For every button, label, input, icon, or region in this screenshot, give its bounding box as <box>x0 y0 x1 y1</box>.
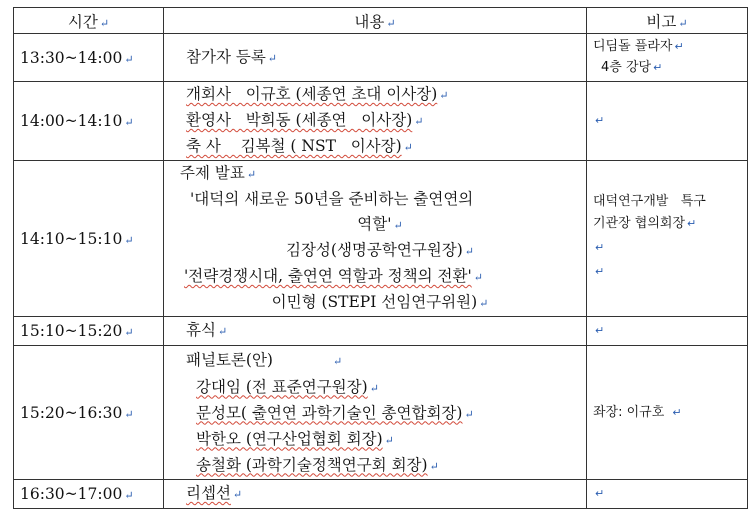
table-row <box>14 317 748 346</box>
header-row <box>14 8 748 34</box>
return-mark-icon: ↵ <box>267 51 278 65</box>
table-row <box>14 161 748 317</box>
return-mark-icon: ↵ <box>439 89 449 102</box>
return-mark-icon: ↵ <box>464 407 474 421</box>
return-mark-icon: ↵ <box>246 168 257 181</box>
return-mark-icon: ↵ <box>369 381 379 395</box>
return-mark-icon: ↵ <box>124 326 134 339</box>
return-mark-icon: ↵ <box>595 241 605 254</box>
return-mark-icon: ↵ <box>403 141 413 154</box>
table-row <box>14 82 748 161</box>
schedule-table <box>13 7 748 509</box>
return-mark-icon: ↵ <box>479 297 489 310</box>
header-note: 비고 ↵ <box>587 8 748 34</box>
return-mark-icon: ↵ <box>473 271 483 284</box>
return-mark-icon: ↵ <box>124 407 134 421</box>
return-mark-icon: ↵ <box>595 114 605 127</box>
time-cell: 13:30~14:00 ↵ <box>14 34 164 82</box>
time-cell: 16:30~17:00 ↵ <box>14 480 164 509</box>
return-mark-icon: ↵ <box>232 488 243 501</box>
table-row <box>14 34 748 82</box>
table-row <box>14 480 748 509</box>
return-mark-icon: ↵ <box>124 116 134 129</box>
return-mark-icon: ↵ <box>414 115 424 128</box>
note-cell <box>587 317 748 346</box>
return-mark-icon: ↵ <box>332 354 343 368</box>
return-mark-icon: ↵ <box>429 459 439 473</box>
time-cell: 14:00~14:10 ↵ <box>14 82 164 161</box>
table-row <box>14 346 748 480</box>
content-cell: 리셉션 ↵ <box>164 480 587 509</box>
note-cell <box>587 480 748 509</box>
content-cell: 개회사 이규호 (세종연 초대 이사장) ↵ 환영사 박희동 (세종연 이사장) ↵ 축 사 김복철 ( NST 이사장) ↵ <box>164 82 587 161</box>
note-cell: 대덕연구개발 특구 기관장 협의회장 ↵ ↵ ↵ <box>587 161 748 317</box>
return-mark-icon: ↵ <box>99 16 110 30</box>
return-mark-icon: ↵ <box>595 487 605 500</box>
note-cell: 디딤돌 플라자 ↵ 4층 강당 ↵ <box>587 34 748 82</box>
return-mark-icon: ↵ <box>393 219 403 232</box>
header-content: 내용 ↵ <box>164 8 587 34</box>
header-time: 시간 ↵ <box>14 8 164 34</box>
return-mark-icon: ↵ <box>384 433 394 447</box>
return-mark-icon: ↵ <box>678 16 688 30</box>
return-mark-icon: ↵ <box>674 40 684 53</box>
return-mark-icon: ↵ <box>124 52 134 66</box>
return-mark-icon: ↵ <box>653 61 663 74</box>
return-mark-icon: ↵ <box>464 245 475 258</box>
return-mark-icon: ↵ <box>595 265 605 278</box>
return-mark-icon: ↵ <box>124 233 134 247</box>
content-cell: 주제 발표 ↵ '대덕의 새로운 50년을 준비하는 출연연의 역할' ↵ 김장성(생명공학연구원장) ↵ '전략경쟁시대, 출연연 역할과 정책의 전환' ↵ 이민형 (STEPI 선임연구위원) ↵ <box>164 161 587 317</box>
return-mark-icon: ↵ <box>595 324 605 337</box>
return-mark-icon: ↵ <box>672 405 682 419</box>
return-mark-icon: ↵ <box>687 217 697 230</box>
note-cell: 좌장: 이규호 ↵ <box>587 346 748 480</box>
content-cell: 패널토론(안) ↵ 강대임 (전 표준연구원장) ↵ 문성모( 출연연 과학기술인 총연합회장) ↵ 박한오 (연구산업협회 회장) ↵ 송철화 (과학기술정책연구회 회장) ↵ <box>164 346 587 480</box>
time-cell: 14:10~15:10 ↵ <box>14 161 164 317</box>
content-cell: 참가자 등록 ↵ <box>164 34 587 82</box>
return-mark-icon: ↵ <box>124 489 134 502</box>
return-mark-icon: ↵ <box>217 325 228 338</box>
content-cell: 휴식 ↵ <box>164 317 587 346</box>
note-cell <box>587 82 748 161</box>
time-cell: 15:20~16:30 ↵ <box>14 346 164 480</box>
time-cell: 15:10~15:20 ↵ <box>14 317 164 346</box>
return-mark-icon: ↵ <box>386 16 396 30</box>
